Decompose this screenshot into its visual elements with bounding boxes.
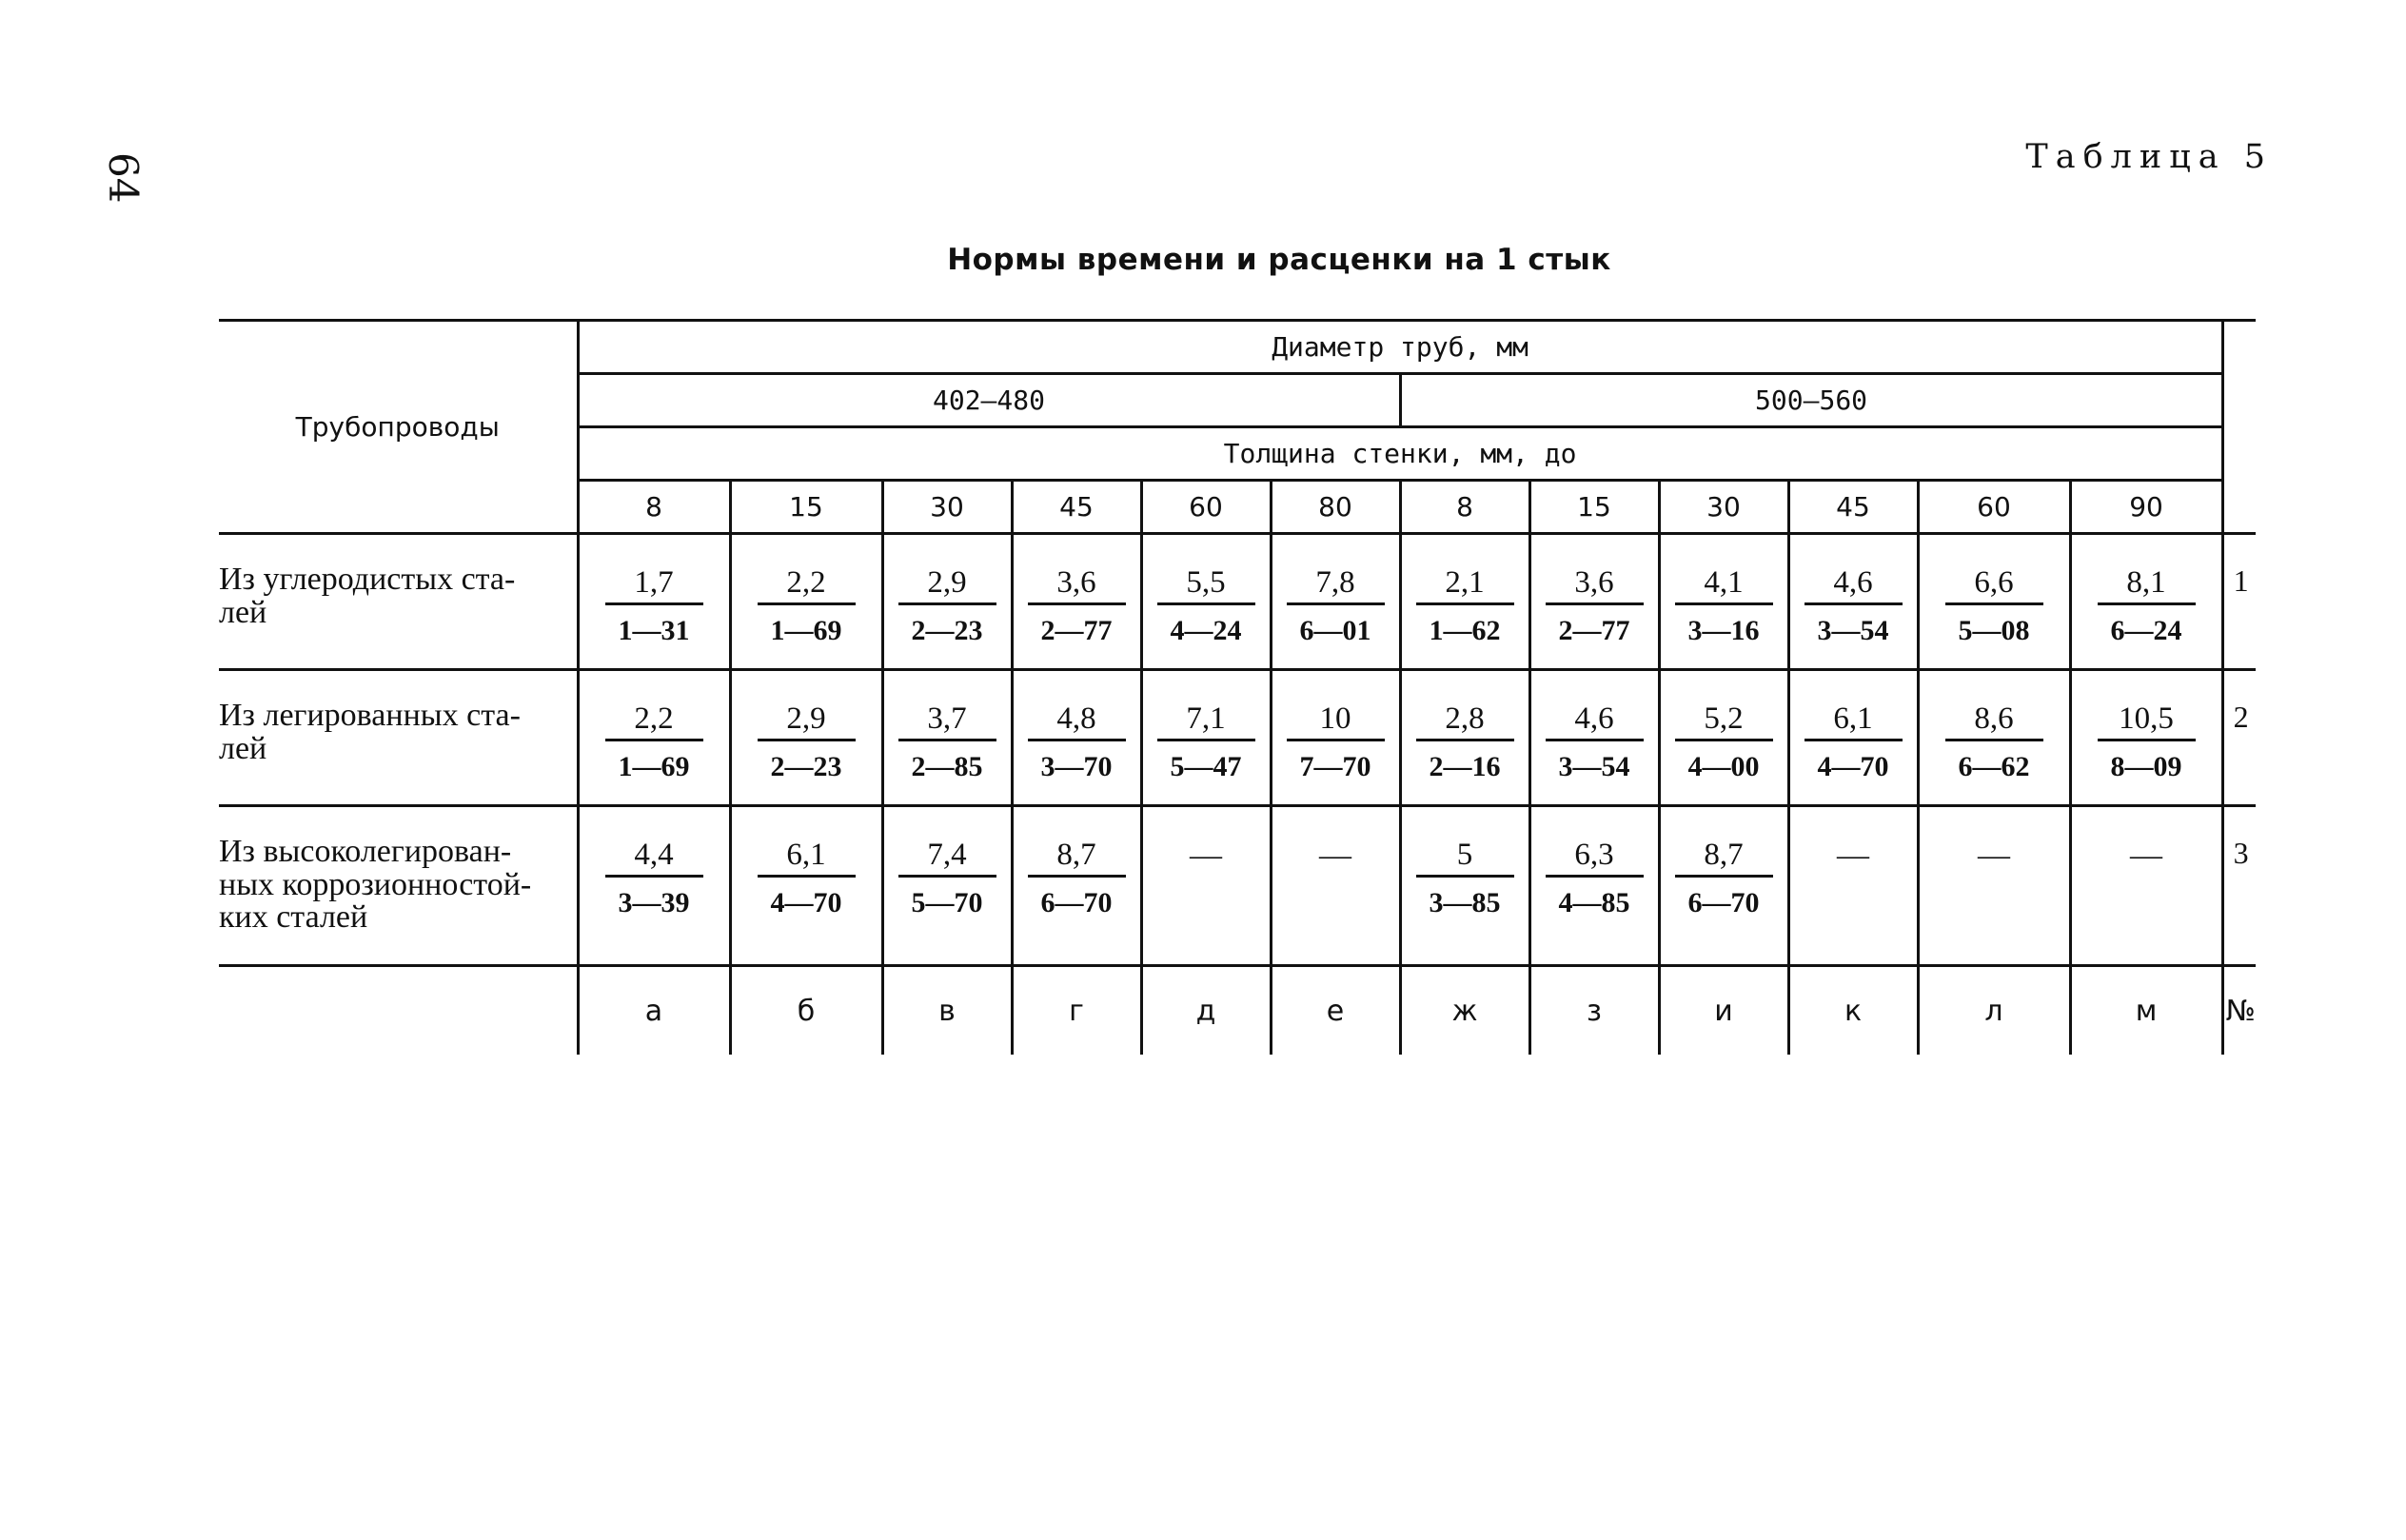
time-norm-value: 8,6: [1945, 703, 2043, 741]
wall-thickness-value: 15: [1529, 481, 1659, 534]
rate-value: 1—62: [1429, 615, 1501, 646]
wall-thickness-value: 80: [1271, 481, 1400, 534]
norm-rate-fraction: [1157, 703, 1255, 781]
norm-rate-cell: [1271, 806, 1400, 966]
time-norm-value: 7,4: [898, 839, 996, 878]
time-norm-value: 7,1: [1157, 703, 1255, 741]
time-norm-value: 3,7: [898, 703, 996, 741]
column-letter: б: [730, 966, 882, 1056]
time-norm-value: 6,1: [758, 839, 856, 878]
rate-value: 3—16: [1687, 615, 1760, 646]
diameter-header: Диаметр труб, мм: [578, 321, 2222, 374]
column-letter: в: [882, 966, 1012, 1056]
rate-value: 5—08: [1958, 615, 2030, 646]
norm-rate-cell: [578, 670, 730, 806]
norm-rate-fraction: [1675, 703, 1773, 781]
pipeline-type-line: лей: [219, 730, 267, 766]
column-letter: к: [1788, 966, 1918, 1056]
rate-value: 4—24: [1170, 615, 1242, 646]
wall-thickness-value: 60: [1918, 481, 2070, 534]
norm-rate-cell: [578, 806, 730, 966]
time-norm-value: 5: [1416, 839, 1514, 878]
norm-rate-fraction: [1416, 567, 1514, 645]
norm-rate-fraction: [758, 839, 856, 918]
time-norm-value: 6,6: [1945, 567, 2043, 605]
norms-table: [219, 319, 2256, 1055]
norm-rate-cell: [1788, 670, 1918, 806]
norm-rate-cell: [2070, 534, 2222, 670]
time-norm-value: 10: [1287, 703, 1385, 741]
time-norm-value: 3,6: [1028, 567, 1126, 605]
norm-rate-fraction: [1028, 703, 1126, 781]
norm-rate-cell: [1659, 670, 1788, 806]
rate-value: 4—70: [770, 887, 842, 918]
table-row: [219, 670, 2256, 806]
norm-rate-cell: [2070, 806, 2222, 966]
rate-value: 6—70: [1687, 887, 1760, 918]
wall-thickness-value: 8: [578, 481, 730, 534]
pipeline-type-label: [219, 806, 578, 966]
norm-rate-cell: [1012, 670, 1141, 806]
time-norm-value: 8,7: [1675, 839, 1773, 878]
norm-rate-cell: [1141, 534, 1271, 670]
pipeline-type-label: [219, 534, 578, 670]
rate-value: 2—77: [1558, 615, 1630, 646]
pipeline-type-line: Из углеродистых ста-: [219, 562, 516, 597]
norm-rate-fraction: [1675, 567, 1773, 645]
norm-rate-cell: [1659, 806, 1788, 966]
norm-rate-fraction: [2098, 567, 2196, 645]
norm-rate-cell: [1529, 534, 1659, 670]
column-letter: д: [1141, 966, 1271, 1056]
column-letter: л: [1918, 966, 2070, 1056]
diameter-group-1: 402—480: [578, 374, 1400, 427]
norm-rate-cell: [2070, 670, 2222, 806]
norm-rate-cell: [1271, 534, 1400, 670]
norm-rate-cell: [730, 806, 882, 966]
rate-value: 2—23: [911, 615, 983, 646]
number-sign: №: [2222, 966, 2256, 1056]
norm-rate-fraction: [605, 703, 703, 781]
norm-rate-cell: [882, 670, 1012, 806]
norm-rate-cell: [882, 806, 1012, 966]
norm-rate-cell: [1400, 670, 1529, 806]
time-norm-value: 8,1: [2098, 567, 2196, 605]
rate-value: 6—01: [1299, 615, 1371, 646]
norm-rate-fraction: [1287, 567, 1385, 645]
rate-value: 4—70: [1817, 751, 1889, 782]
not-applicable-dash: —: [1837, 838, 1869, 873]
rate-value: 3—54: [1558, 751, 1630, 782]
rate-value: 6—62: [1958, 751, 2030, 782]
norm-rate-fraction: [758, 567, 856, 645]
rate-value: 3—39: [618, 887, 690, 918]
letters-row-blank: [219, 966, 578, 1056]
norm-rate-cell: [1788, 806, 1918, 966]
rate-value: 2—77: [1040, 615, 1113, 646]
rate-value: 4—85: [1558, 887, 1630, 918]
rate-value: 7—70: [1299, 751, 1371, 782]
pipeline-type-line: ких сталей: [219, 899, 368, 936]
rate-value: 4—00: [1687, 751, 1760, 782]
norm-rate-cell: [1400, 534, 1529, 670]
norm-rate-fraction: [2098, 703, 2196, 781]
rate-value: 1—31: [618, 615, 690, 646]
pipeline-type-line: Из высоколегирован-: [219, 834, 512, 869]
norm-rate-cell: [1529, 670, 1659, 806]
time-norm-value: 2,1: [1416, 567, 1514, 605]
wall-thickness-value: 45: [1788, 481, 1918, 534]
not-applicable-dash: —: [2130, 838, 2163, 873]
rate-value: 5—70: [911, 887, 983, 918]
rate-value: 1—69: [770, 615, 842, 646]
time-norm-value: 7,8: [1287, 567, 1385, 605]
norm-rate-cell: [730, 534, 882, 670]
column-letter: г: [1012, 966, 1141, 1056]
norm-rate-cell: [1012, 534, 1141, 670]
norm-rate-fraction: [1945, 703, 2043, 781]
norm-rate-fraction: [1546, 567, 1644, 645]
time-norm-value: 5,2: [1675, 703, 1773, 741]
norm-rate-fraction: [1546, 703, 1644, 781]
column-letter: и: [1659, 966, 1788, 1056]
norm-rate-fraction: [605, 567, 703, 645]
pipeline-type-line: ных коррозионностой-: [219, 866, 532, 902]
time-norm-value: 10,5: [2098, 703, 2196, 741]
pipelines-header: Трубопроводы: [219, 321, 578, 534]
time-norm-value: 2,9: [898, 567, 996, 605]
norm-rate-cell: [1400, 806, 1529, 966]
norm-rate-fraction: [1804, 703, 1903, 781]
norm-rate-cell: [1918, 670, 2070, 806]
wall-thickness-value: 15: [730, 481, 882, 534]
wall-thickness-value: 45: [1012, 481, 1141, 534]
not-applicable-dash: —: [1978, 838, 2010, 873]
norm-rate-cell: [578, 534, 730, 670]
time-norm-value: 2,8: [1416, 703, 1514, 741]
rate-value: 6—24: [2110, 615, 2182, 646]
time-norm-value: 6,3: [1546, 839, 1644, 878]
table-row: [219, 806, 2256, 966]
time-norm-value: 4,8: [1028, 703, 1126, 741]
norm-rate-cell: [1271, 670, 1400, 806]
not-applicable-dash: —: [1190, 838, 1222, 873]
wall-thickness-value: 90: [2070, 481, 2222, 534]
rate-value: 3—85: [1429, 887, 1501, 918]
table-label: Таблица 5: [2025, 138, 2273, 176]
table-row: [219, 534, 2256, 670]
rate-value: 2—23: [770, 751, 842, 782]
time-norm-value: 5,5: [1157, 567, 1255, 605]
wall-thickness-value: 8: [1400, 481, 1529, 534]
norm-rate-fraction: [898, 567, 996, 645]
norm-rate-cell: [1141, 670, 1271, 806]
pipeline-type-line: Из легированных ста-: [219, 698, 521, 733]
time-norm-value: 2,2: [605, 703, 703, 741]
column-letter: а: [578, 966, 730, 1056]
time-norm-value: 4,6: [1546, 703, 1644, 741]
column-letters-row: [219, 966, 2256, 1056]
norm-rate-fraction: [1675, 839, 1773, 918]
norm-rate-cell: [730, 670, 882, 806]
rate-value: 2—85: [911, 751, 983, 782]
norm-rate-fraction: [1028, 567, 1126, 645]
column-letter: ж: [1400, 966, 1529, 1056]
rate-value: 6—70: [1040, 887, 1113, 918]
norm-rate-fraction: [1287, 703, 1385, 781]
rate-value: 3—54: [1817, 615, 1889, 646]
rate-value: 8—09: [2110, 751, 2182, 782]
norm-rate-cell: [1012, 806, 1141, 966]
column-letter: з: [1529, 966, 1659, 1056]
row-number: 3: [2222, 806, 2256, 966]
rate-value: 1—69: [618, 751, 690, 782]
norm-rate-cell: [1918, 806, 2070, 966]
norm-rate-fraction: [605, 839, 703, 918]
time-norm-value: 4,1: [1675, 567, 1773, 605]
norm-rate-fraction: [758, 703, 856, 781]
norm-rate-fraction: [1416, 703, 1514, 781]
time-norm-value: 6,1: [1804, 703, 1903, 741]
pipeline-type-label: [219, 670, 578, 806]
time-norm-value: 4,6: [1804, 567, 1903, 605]
norm-rate-cell: [1659, 534, 1788, 670]
not-applicable-dash: —: [1319, 838, 1351, 873]
time-norm-value: 8,7: [1028, 839, 1126, 878]
wall-thickness-value: 30: [882, 481, 1012, 534]
norm-rate-fraction: [898, 839, 996, 918]
time-norm-value: 1,7: [605, 567, 703, 605]
row-number: 1: [2222, 534, 2256, 670]
number-column-header: [2222, 321, 2256, 534]
norm-rate-fraction: [1028, 839, 1126, 918]
norm-rate-cell: [1141, 806, 1271, 966]
norm-rate-fraction: [1157, 567, 1255, 645]
norm-rate-cell: [1788, 534, 1918, 670]
time-norm-value: 3,6: [1546, 567, 1644, 605]
wall-thickness-header: Толщина стенки, мм, до: [578, 427, 2222, 481]
norm-rate-cell: [882, 534, 1012, 670]
wall-thickness-value: 30: [1659, 481, 1788, 534]
time-norm-value: 4,4: [605, 839, 703, 878]
table-caption: Нормы времени и расценки на 1 стык: [947, 243, 1611, 277]
column-letter: е: [1271, 966, 1400, 1056]
norm-rate-fraction: [1546, 839, 1644, 918]
time-norm-value: 2,2: [758, 567, 856, 605]
pipeline-type-line: лей: [219, 594, 267, 630]
rate-value: 5—47: [1170, 751, 1242, 782]
time-norm-value: 2,9: [758, 703, 856, 741]
norm-rate-fraction: [1804, 567, 1903, 645]
norm-rate-fraction: [1416, 839, 1514, 918]
page-number: 64: [100, 152, 147, 204]
column-letter: м: [2070, 966, 2222, 1056]
rate-value: 2—16: [1429, 751, 1501, 782]
norm-rate-cell: [1918, 534, 2070, 670]
norm-rate-cell: [1529, 806, 1659, 966]
norm-rate-fraction: [1945, 567, 2043, 645]
norm-rate-fraction: [898, 703, 996, 781]
diameter-group-2: 500—560: [1400, 374, 2222, 427]
row-number: 2: [2222, 670, 2256, 806]
wall-thickness-value: 60: [1141, 481, 1271, 534]
rate-value: 3—70: [1040, 751, 1113, 782]
